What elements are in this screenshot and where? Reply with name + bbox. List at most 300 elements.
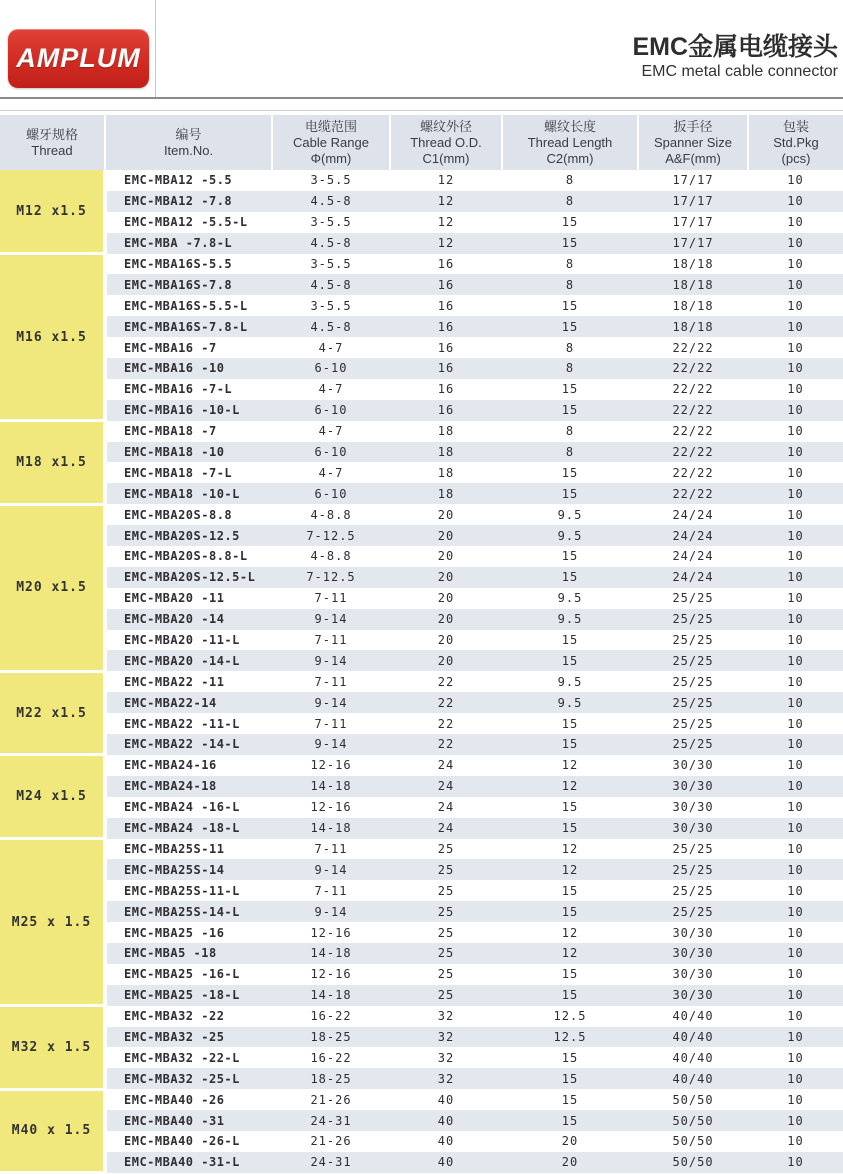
value-cell: 12 [561,925,579,940]
value-cell: 15 [502,483,638,504]
value-cell: 16 [437,257,455,271]
value-cell: 10 [787,298,804,313]
item-no-cell: EMC-MBA20S-12.5-L [105,567,272,588]
thread-group-cell: M25 x 1.5 [0,839,105,1006]
value-cell: 15 [561,800,579,815]
table-row [0,400,843,421]
value-cell: 8 [565,173,575,188]
value-cell: 10 [787,800,804,815]
value-cell: 10 [787,633,804,648]
item-no-cell: EMC-MBA25S-11-L [124,883,240,898]
item-no-cell: EMC-MBA18 -7 [124,424,217,439]
value-cell: 9-14 [272,609,390,630]
table-row [0,588,843,609]
value-cell: 30/30 [638,943,748,964]
value-cell: 15 [502,567,638,588]
table-row [0,1089,843,1110]
value-cell: 3-5.5 [310,298,352,313]
value-cell: 25/25 [672,841,714,856]
value-cell: 10 [787,1050,804,1065]
value-cell: 18 [437,424,455,439]
value-cell: 24 [390,818,502,839]
value-cell: 16 [390,358,502,379]
item-no-cell: EMC-MBA5 -18 [105,943,272,964]
value-cell: 25 [390,985,502,1006]
value-cell: 8 [502,358,638,379]
value-cell: 15 [502,400,638,421]
value-cell: 15 [502,316,638,337]
value-cell: 10 [787,340,804,355]
value-cell: 24/24 [638,525,748,546]
value-cell: 12 [390,191,502,212]
value-cell: 16 [390,316,502,337]
value-cell: 22/22 [638,400,748,421]
table-row [0,525,843,546]
value-cell: 40/40 [672,1009,714,1024]
value-cell: 10 [748,609,843,630]
value-cell: 10 [748,1110,843,1131]
value-cell: 17/17 [638,191,748,212]
value-cell: 10 [748,400,843,421]
value-cell: 24-31 [272,1110,390,1131]
item-no-cell: EMC-MBA32 -22 [124,1009,225,1024]
table-row [0,191,843,212]
value-cell: 10 [748,1068,843,1089]
item-no-cell: EMC-MBA40 -31 [105,1110,272,1131]
column-header-cable-range: 电缆范围 Cable Range Φ(mm) [272,115,390,170]
value-cell: 16 [437,298,455,313]
value-cell: 25 [437,883,455,898]
value-cell: 10 [787,841,804,856]
item-no-cell: EMC-MBA -7.8-L [105,233,272,254]
item-no-cell: EMC-MBA20S-8.8 [124,507,233,522]
value-cell: 25/25 [638,650,748,671]
value-cell: 12-16 [310,800,352,815]
table-row [0,609,843,630]
value-cell: 7-11 [314,716,348,731]
value-cell: 10 [787,549,804,564]
value-cell: 8 [565,340,575,355]
item-no-cell: EMC-MBA20S-8.8-L [124,549,248,564]
value-cell: 15 [561,883,579,898]
amplum-logo [8,29,149,88]
item-no-cell: EMC-MBA24 -18-L [105,818,272,839]
value-cell: 7-12.5 [272,567,390,588]
value-cell: 10 [748,943,843,964]
table-row [0,295,843,316]
item-no-cell: EMC-MBA24-18 [105,776,272,797]
item-no-cell: EMC-MBA16 -10-L [105,400,272,421]
table-row [0,880,843,901]
column-header-thread-o-d-: 螺纹外径 Thread O.D. C1(mm) [390,115,502,170]
value-cell: 15 [502,1068,638,1089]
value-cell: 32 [437,1009,455,1024]
table-row [0,379,843,400]
value-cell: 17/17 [672,215,714,230]
value-cell: 4.5-8 [272,316,390,337]
item-no-cell: EMC-MBA16 -7 [124,340,217,355]
value-cell: 9.5 [557,591,583,606]
column-header-thread-length: 螺纹长度 Thread Length C2(mm) [502,115,638,170]
item-no-cell: EMC-MBA16S-5.5 [124,257,233,271]
value-cell: 3-5.5 [310,215,352,230]
table-row [0,358,843,379]
column-header-std-pkg: 包装 Std.Pkg (pcs) [748,115,843,170]
table-row [0,839,843,860]
value-cell: 25/25 [672,633,714,648]
item-no-cell: EMC-MBA24-16 [124,758,217,773]
value-cell: 6-10 [272,400,390,421]
table-row [0,421,843,442]
value-cell: 12 [437,215,455,230]
value-cell: 25/25 [638,692,748,713]
logo-divider [155,0,156,97]
value-cell: 10 [787,591,804,606]
value-cell: 20 [437,633,455,648]
table-row [0,1027,843,1048]
value-cell: 12 [502,776,638,797]
value-cell: 12.5 [502,1027,638,1048]
table-row [0,1068,843,1089]
item-no-cell: EMC-MBA18 -10 [105,442,272,463]
item-no-cell: EMC-MBA20 -11-L [124,633,240,648]
value-cell: 22 [437,716,455,731]
value-cell: 10 [787,215,804,230]
value-cell: 25/25 [638,901,748,922]
header-rule-light [0,110,843,111]
value-cell: 25 [437,967,455,982]
value-cell: 25/25 [672,674,714,689]
column-header-spanner-size: 扳手径 Spanner Size A&F(mm) [638,115,748,170]
value-cell: 10 [748,358,843,379]
value-cell: 15 [561,1050,579,1065]
value-cell: 9.5 [502,692,638,713]
item-no-cell: EMC-MBA25S-14 [105,859,272,880]
item-no-cell: EMC-MBA25S-14-L [105,901,272,922]
value-cell: 22/22 [672,382,714,397]
value-cell: 18-25 [272,1027,390,1048]
item-no-cell: EMC-MBA16 -10 [105,358,272,379]
column-header-thread: 螺牙规格 Thread [0,115,105,170]
value-cell: 9-14 [272,859,390,880]
value-cell: 16-22 [310,1009,352,1024]
value-cell: 12 [502,859,638,880]
value-cell: 10 [748,776,843,797]
table-row [0,504,843,525]
value-cell: 10 [787,257,804,271]
value-cell: 15 [561,967,579,982]
item-no-cell: EMC-MBA16S-5.5-L [124,298,248,313]
value-cell: 20 [390,525,502,546]
value-cell: 20 [502,1152,638,1173]
table-row [0,170,843,191]
value-cell: 10 [748,818,843,839]
value-cell: 25/25 [672,883,714,898]
value-cell: 9-14 [272,901,390,922]
value-cell: 18-25 [272,1068,390,1089]
value-cell: 17/17 [672,173,714,188]
value-cell: 10 [748,316,843,337]
value-cell: 18/18 [672,257,714,271]
value-cell: 16 [390,274,502,295]
value-cell: 6-10 [272,358,390,379]
item-no-cell: EMC-MBA25S-11 [124,841,225,856]
item-no-cell: EMC-MBA16S-7.8 [105,274,272,295]
value-cell: 40 [437,1134,455,1149]
value-cell: 10 [787,716,804,731]
value-cell: 10 [787,507,804,522]
value-cell: 22/22 [672,340,714,355]
value-cell: 4-7 [318,382,344,397]
table-row [0,713,843,734]
value-cell: 22/22 [672,424,714,439]
value-cell: 10 [748,1152,843,1173]
value-cell: 40 [390,1110,502,1131]
table-row [0,1110,843,1131]
value-cell: 10 [748,483,843,504]
value-cell: 7-12.5 [272,525,390,546]
value-cell: 4.5-8 [272,191,390,212]
value-cell: 15 [502,1110,638,1131]
value-cell: 20 [390,567,502,588]
table-row [0,546,843,567]
table-row [0,797,843,818]
value-cell: 10 [787,674,804,689]
value-cell: 4.5-8 [272,233,390,254]
thread-group-cell: M12 x1.5 [0,170,105,254]
value-cell: 10 [748,567,843,588]
value-cell: 25 [390,859,502,880]
page-title-en: EMC metal cable connector [641,63,838,80]
table-row [0,734,843,755]
item-no-cell: EMC-MBA40 -26 [124,1092,225,1107]
value-cell: 15 [561,1092,579,1107]
value-cell: 22 [437,674,455,689]
spec-table-head [0,115,843,170]
value-cell: 15 [502,901,638,922]
value-cell: 12-16 [310,758,352,773]
value-cell: 10 [748,901,843,922]
table-row [0,316,843,337]
value-cell: 8 [502,191,638,212]
spec-table-wrap [0,115,843,1174]
item-no-cell: EMC-MBA20 -11 [124,591,225,606]
table-row [0,943,843,964]
table-row [0,671,843,692]
thread-group-cell: M32 x 1.5 [0,1006,105,1090]
item-no-cell: EMC-MBA20 -14-L [105,650,272,671]
value-cell: 10 [748,191,843,212]
thread-group-cell: M16 x1.5 [0,254,105,421]
value-cell: 7-11 [314,674,348,689]
value-cell: 18/18 [638,316,748,337]
value-cell: 17/17 [638,233,748,254]
value-cell: 10 [787,1134,804,1149]
value-cell: 10 [787,1092,804,1107]
thread-group-cell: M24 x1.5 [0,755,105,839]
value-cell: 12 [561,758,579,773]
value-cell: 24-31 [272,1152,390,1173]
value-cell: 10 [748,525,843,546]
value-cell: 30/30 [672,925,714,940]
value-cell: 9-14 [272,734,390,755]
value-cell: 10 [748,650,843,671]
value-cell: 8 [502,274,638,295]
item-no-cell: EMC-MBA40 -26-L [124,1134,240,1149]
value-cell: 9-14 [272,692,390,713]
item-no-cell: EMC-MBA25 -16 [124,925,225,940]
value-cell: 22/22 [672,465,714,480]
value-cell: 10 [748,985,843,1006]
table-row [0,985,843,1006]
item-no-cell: EMC-MBA12 -5.5 [124,173,233,188]
table-row [0,1047,843,1068]
item-no-cell: EMC-MBA40 -31-L [105,1152,272,1173]
table-row [0,212,843,233]
value-cell: 7-11 [314,841,348,856]
value-cell: 15 [502,985,638,1006]
value-cell: 20 [437,507,455,522]
value-cell: 30/30 [672,800,714,815]
table-row [0,650,843,671]
value-cell: 6-10 [272,483,390,504]
value-cell: 14-18 [272,776,390,797]
value-cell: 24 [390,776,502,797]
table-row [0,755,843,776]
value-cell: 3-5.5 [310,173,352,188]
value-cell: 50/50 [638,1152,748,1173]
value-cell: 30/30 [672,758,714,773]
item-no-cell: EMC-MBA20 -14 [105,609,272,630]
value-cell: 12-16 [310,925,352,940]
value-cell: 14-18 [272,985,390,1006]
value-cell: 10 [748,859,843,880]
value-cell: 50/50 [638,1110,748,1131]
value-cell: 7-11 [314,883,348,898]
value-cell: 10 [787,1009,804,1024]
value-cell: 4-8.8 [310,507,352,522]
value-cell: 10 [787,967,804,982]
item-no-cell: EMC-MBA25 -18-L [105,985,272,1006]
item-no-cell: EMC-MBA12 -5.5-L [124,215,248,230]
value-cell: 40/40 [638,1068,748,1089]
value-cell: 20 [437,591,455,606]
table-row [0,901,843,922]
table-row [0,922,843,943]
table-row [0,818,843,839]
value-cell: 12 [561,841,579,856]
table-row [0,964,843,985]
item-no-cell: EMC-MBA18 -10-L [105,483,272,504]
table-row [0,337,843,358]
value-cell: 16-22 [310,1050,352,1065]
value-cell: 10 [748,692,843,713]
header-rule-dark [0,97,843,99]
value-cell: 16 [437,382,455,397]
value-cell: 25/25 [672,591,714,606]
value-cell: 40 [390,1152,502,1173]
value-cell: 24/24 [638,567,748,588]
value-cell: 3-5.5 [310,257,352,271]
spec-table-body [0,170,843,1173]
value-cell: 21-26 [310,1134,352,1149]
value-cell: 15 [502,233,638,254]
value-cell: 30/30 [672,967,714,982]
value-cell: 24/24 [672,507,714,522]
value-cell: 4.5-8 [272,274,390,295]
table-row [0,776,843,797]
value-cell: 15 [561,549,579,564]
value-cell: 15 [502,734,638,755]
item-no-cell: EMC-MBA22 -11 [124,674,225,689]
value-cell: 15 [561,298,579,313]
value-cell: 21-26 [310,1092,352,1107]
item-no-cell: EMC-MBA16S-7.8-L [105,316,272,337]
value-cell: 4-7 [318,340,344,355]
item-no-cell: EMC-MBA16 -7-L [124,382,233,397]
table-row [0,1006,843,1027]
value-cell: 10 [748,274,843,295]
value-cell: 25/25 [672,716,714,731]
value-cell: 9.5 [502,609,638,630]
value-cell: 10 [787,173,804,188]
value-cell: 8 [502,442,638,463]
value-cell: 40/40 [638,1027,748,1048]
value-cell: 15 [502,650,638,671]
value-cell: 24/24 [672,549,714,564]
table-row [0,1152,843,1173]
table-row [0,859,843,880]
item-no-cell: EMC-MBA18 -7-L [124,465,233,480]
value-cell: 15 [561,382,579,397]
table-row [0,442,843,463]
amplum-logo-text: AMPLUM [16,43,141,73]
value-cell: 18 [390,483,502,504]
value-cell: 20 [561,1134,579,1149]
value-cell: 25/25 [638,609,748,630]
value-cell: 10 [748,233,843,254]
value-cell: 18/18 [672,298,714,313]
value-cell: 18 [390,442,502,463]
thread-group-cell: M20 x1.5 [0,504,105,671]
value-cell: 22 [390,692,502,713]
value-cell: 4-7 [318,465,344,480]
value-cell: 9.5 [502,525,638,546]
item-no-cell: EMC-MBA22 -11-L [124,716,240,731]
table-row [0,233,843,254]
value-cell: 10 [787,382,804,397]
table-row [0,254,843,275]
item-no-cell: EMC-MBA12 -7.8 [105,191,272,212]
value-cell: 20 [390,650,502,671]
value-cell: 30/30 [638,818,748,839]
value-cell: 50/50 [672,1092,714,1107]
value-cell: 8 [565,257,575,271]
value-cell: 10 [787,925,804,940]
value-cell: 25/25 [638,734,748,755]
value-cell: 16 [390,400,502,421]
value-cell: 7-11 [314,633,348,648]
table-row [0,630,843,651]
value-cell: 15 [561,633,579,648]
page-title-zh: EMC金属电缆接头 [632,33,838,61]
value-cell: 24 [437,800,455,815]
value-cell: 12 [502,943,638,964]
table-header-row [0,115,843,170]
value-cell: 9.5 [557,674,583,689]
value-cell: 10 [748,442,843,463]
value-cell: 20 [437,549,455,564]
